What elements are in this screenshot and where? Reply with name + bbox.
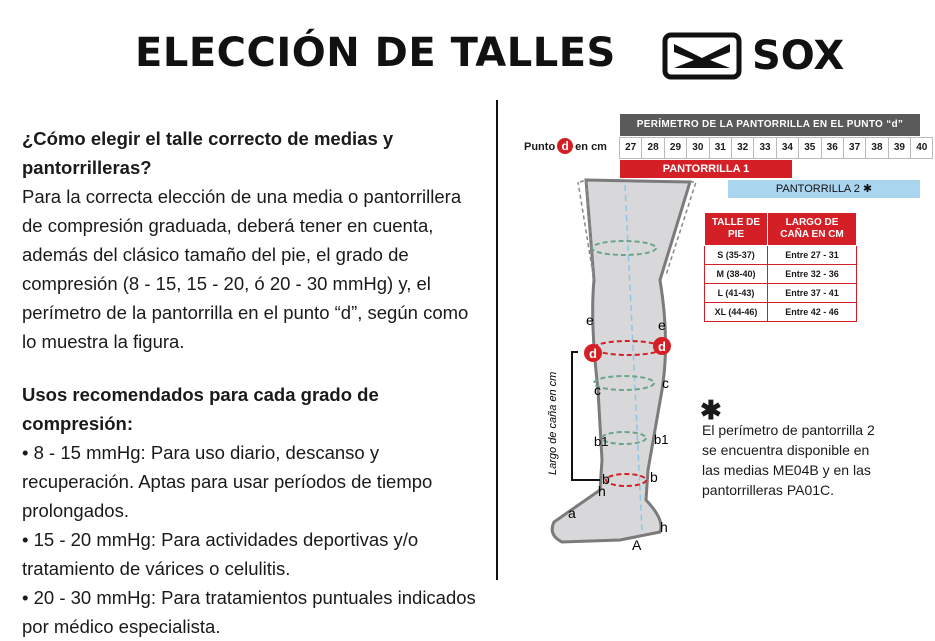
perimeter-cell: 39: [888, 137, 911, 159]
length-col-header: LARGO DE CAÑA EN CM: [768, 213, 857, 246]
footnote: El perímetro de pantorrilla 2 se encuentra disponible en las medias ME04B y en las pantorrilleras PA01C.: [702, 422, 875, 498]
table-row: L (41-43) Entre 37 - 41: [705, 284, 857, 303]
label-A: A: [632, 537, 642, 553]
page-title: ELECCIÓN DE TALLES: [135, 30, 616, 76]
pantorrilla-2-bar: PANTORRILLA 2 ✱: [728, 180, 920, 198]
use-item: • 15 - 20 mmHg: Para actividades deportivas y/o tratamiento de várices o celulitis.: [22, 529, 419, 579]
perimeter-cell: 32: [731, 137, 754, 159]
label-d: d: [589, 346, 597, 361]
label-b1: b1: [594, 434, 609, 449]
table-row: S (35-37) Entre 27 - 31: [705, 246, 857, 265]
perimeter-header: PERÍMETRO DE LA PANTORRILLA EN EL PUNTO “d”: [620, 114, 920, 136]
brand-logo: [662, 32, 845, 80]
uses-heading: Usos recomendados para cada grado de compresión:: [22, 384, 379, 434]
sox-logo-icon: [662, 32, 742, 80]
info-column: [22, 124, 482, 641]
perimeter-cell: 38: [865, 137, 888, 159]
label-b: b: [602, 471, 610, 487]
label-c: c: [594, 382, 601, 398]
size-table: [704, 212, 857, 322]
perimeter-cell: 28: [641, 137, 664, 159]
label-b: b: [650, 469, 658, 485]
perimeter-values: [620, 137, 933, 159]
perimeter-cell: 37: [843, 137, 866, 159]
question-heading: ¿Cómo elegir el talle correcto de medias y pantorrilleras?: [22, 128, 394, 178]
vertical-axis-label: Largo de caña en cm: [547, 371, 559, 475]
size-col-header: TALLE DE PIE: [705, 213, 768, 246]
brand-name: SOX: [752, 33, 845, 79]
use-item: • 8 - 15 mmHg: Para uso diario, descanso y recuperación. Aptas para usar períodos de tiempo prolongados.: [22, 442, 433, 521]
perimeter-cell: 35: [798, 137, 821, 159]
punto-label: Punto d en cm: [524, 139, 607, 153]
label-e: e: [658, 317, 666, 333]
perimeter-cell: 29: [664, 137, 687, 159]
perimeter-cell: 33: [753, 137, 776, 159]
label-c: c: [662, 375, 669, 391]
pantorrilla-1-bar: PANTORRILLA 1: [620, 160, 792, 178]
leg-diagram: [520, 170, 710, 570]
label-h: h: [598, 483, 606, 499]
perimeter-cell: 36: [821, 137, 844, 159]
perimeter-cell: 31: [709, 137, 732, 159]
label-h: h: [660, 519, 668, 535]
table-row: XL (44-46) Entre 42 - 46: [705, 303, 857, 322]
label-b1: b1: [654, 432, 669, 447]
perimeter-cell: 27: [619, 137, 642, 159]
table-row: M (38-40) Entre 32 - 36: [705, 265, 857, 284]
perimeter-cell: 34: [776, 137, 799, 159]
asterisk-icon: ✱: [700, 395, 722, 425]
label-d: d: [658, 339, 666, 354]
label-e: e: [586, 312, 594, 328]
label-a: a: [568, 505, 576, 521]
perimeter-cell: 30: [686, 137, 709, 159]
use-item: • 20 - 30 mmHg: Para tratamientos puntuales indicados por médico especialista.: [22, 587, 476, 637]
intro-paragraph: Para la correcta elección de una media o pantorrillera de compresión graduada, deberá tener en cuenta, además del clásico tamaño del pie, el grado de compresión (8 - 15, 15 - 20, ó 20 - 30 mmHg) y, el perímetro de la pantorrilla en el punto “d”, según como lo muestra la figura.: [22, 186, 469, 352]
perimeter-cell: 40: [910, 137, 933, 159]
vertical-divider: [496, 100, 498, 580]
d-badge: d: [557, 138, 573, 154]
